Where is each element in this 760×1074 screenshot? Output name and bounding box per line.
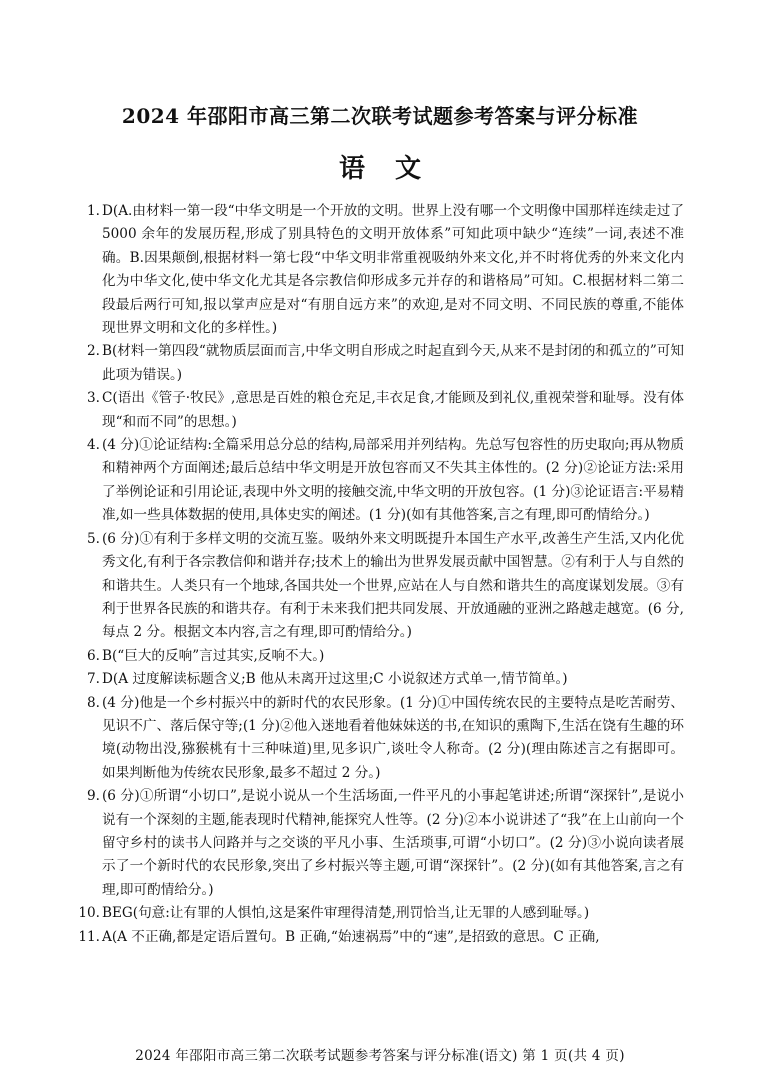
answer-text: BEG(句意:让有罪的人惧怕,这是案件审理得清楚,刑罚恰当,让无罪的人感到耻辱。) xyxy=(102,905,590,922)
answer-item-10 xyxy=(78,902,684,925)
answer-number: 4. xyxy=(87,437,100,454)
answer-text: (6 分)①所谓“小切口”,是说小说从一个生活场面,一件平凡的小事起笔讲述;所谓“深探针”,是说小说有一个深刻的主题,能表现时代精神,能探究人性等。(2 分)②本小说讲述了“我”在上山前向一个留守乡村的读书人问路并与之交谈的平凡小事、生活琐事,可谓“小切口”。(2 分)③小说向读者展示了一个新时代的农民形象,突出了乡村振兴等主题,可谓“深探针”。(2 分)(如有其他答案,言之有理,即可酌情给分。) xyxy=(102,788,684,898)
answer-number: 5. xyxy=(87,530,100,547)
answer-item-8 xyxy=(78,692,684,786)
answer-item-6 xyxy=(78,645,684,668)
answer-list xyxy=(78,200,684,949)
answer-text: D(A.由材料一第一段“中华文明是一个开放的文明。世界上没有哪一个文明像中国那样连续走过了 5000 余年的发展历程,形成了别具特色的文明开放体系”可知此项中缺少“连续”一词,表述不准确。B.因果颠倒,根据材料一第七段“中华文明非常重视吸纳外来文化,并不时将优秀的外来文化内化为中华文化,使中华文化尤其是各宗教信仰形成多元并存的和谐格局”可知。C.根据材料二第二段最后两行可知,报以掌声应是对“有朋自远方来”的欢迎,是对不同文明、不同民族的尊重,不能体现世界文明和文化的多样性。) xyxy=(102,203,684,337)
answer-number: 7. xyxy=(87,671,100,688)
answer-item-11 xyxy=(78,926,684,949)
answer-item-4 xyxy=(78,434,684,528)
answer-text: D(A 过度解读标题含义;B 他从未离开过这里;C 小说叙述方式单一,情节简单。) xyxy=(102,671,568,688)
answer-text: A(A 不正确,都是定语后置句。B 正确,“始速祸焉”中的“速”,是招致的意思。C 正确, xyxy=(102,928,600,945)
answer-item-1 xyxy=(78,200,684,340)
answer-text: C(语出《管子·牧民》,意思是百姓的粮仓充足,丰衣足食,才能顾及到礼仪,重视荣誉和耻辱。没有体现“和而不同”的思想。) xyxy=(102,390,684,430)
answer-text: (4 分)①论证结构:全篇采用总分总的结构,局部采用并列结构。先总写包容性的历史取向;再从物质和精神两个方面阐述;最后总结中华文明是开放包容而又不失其主体性的。(2 分)②论证方法:采用了举例论证和引用论证,表现中外文明的接触交流,中华文明的开放包容。(1 分)③论证语言:平易精准,如一些具体数据的使用,具体史实的阐述。(1 分)(如有其他答案,言之有理,即可酌情给分。) xyxy=(102,437,684,524)
answer-text: (4 分)他是一个乡村振兴中的新时代的农民形象。(1 分)①中国传统农民的主要特点是吃苦耐劳、见识不广、落后保守等;(1 分)②他入迷地看着他妹妹送的书,在知识的熏陶下,生活在饶有生趣的环境(动物出没,猕猴桃有十三种味道)里,见多识广,谈吐令人称奇。(2 分)(理由陈述言之有据即可。如果判断他为传统农民形象,最多不超过 2 分。) xyxy=(102,694,684,781)
answer-item-5 xyxy=(78,528,684,645)
answer-item-9 xyxy=(78,785,684,902)
answer-number: 1. xyxy=(87,203,100,219)
answer-item-2 xyxy=(78,340,684,387)
answer-text: (6 分)①有利于多样文明的交流互鉴。吸纳外来文明既提升本国生产水平,改善生产生活,又内化优秀文化,有利于各宗教信仰和谐并存;技术上的输出为世界发展贡献中国智慧。②有利于人与自然的和谐共生。人类只有一个地球,各国共处一个世界,应站在人与自然和谐共生的高度谋划发展。③有利于世界各民族的和谐共存。有利于未来我们把共同发展、开放通融的亚洲之路越走越宽。(6 分,每点 2 分。根据文本内容,言之有理,即可酌情给分。) xyxy=(102,530,684,641)
answer-number: 8. xyxy=(87,694,100,711)
answer-item-7 xyxy=(78,668,684,691)
answer-number: 6. xyxy=(87,647,100,664)
answer-number: 11. xyxy=(78,928,100,945)
answer-number: 3. xyxy=(87,390,100,407)
answer-number: 2. xyxy=(87,343,100,360)
answer-text: B(材料一第四段“就物质层面而言,中华文明自形成之时起直到今天,从来不是封闭的和孤立的”可知此项为错误。) xyxy=(102,343,684,383)
page-footer: 2024 年邵阳市高三第二次联考试题参考答案与评分标准(语文) 第 1 页(共 4 页) xyxy=(135,1048,625,1064)
subject-heading: 语文 xyxy=(338,154,451,184)
answer-text: B(“巨大的反响”言过其实,反响不大。) xyxy=(102,647,325,664)
answer-item-3 xyxy=(78,387,684,434)
document-title: 2024 年邵阳市高三第二次联考试题参考答案与评分标准 xyxy=(121,104,639,128)
answer-number: 9. xyxy=(87,788,100,805)
answer-number: 10. xyxy=(78,905,100,922)
